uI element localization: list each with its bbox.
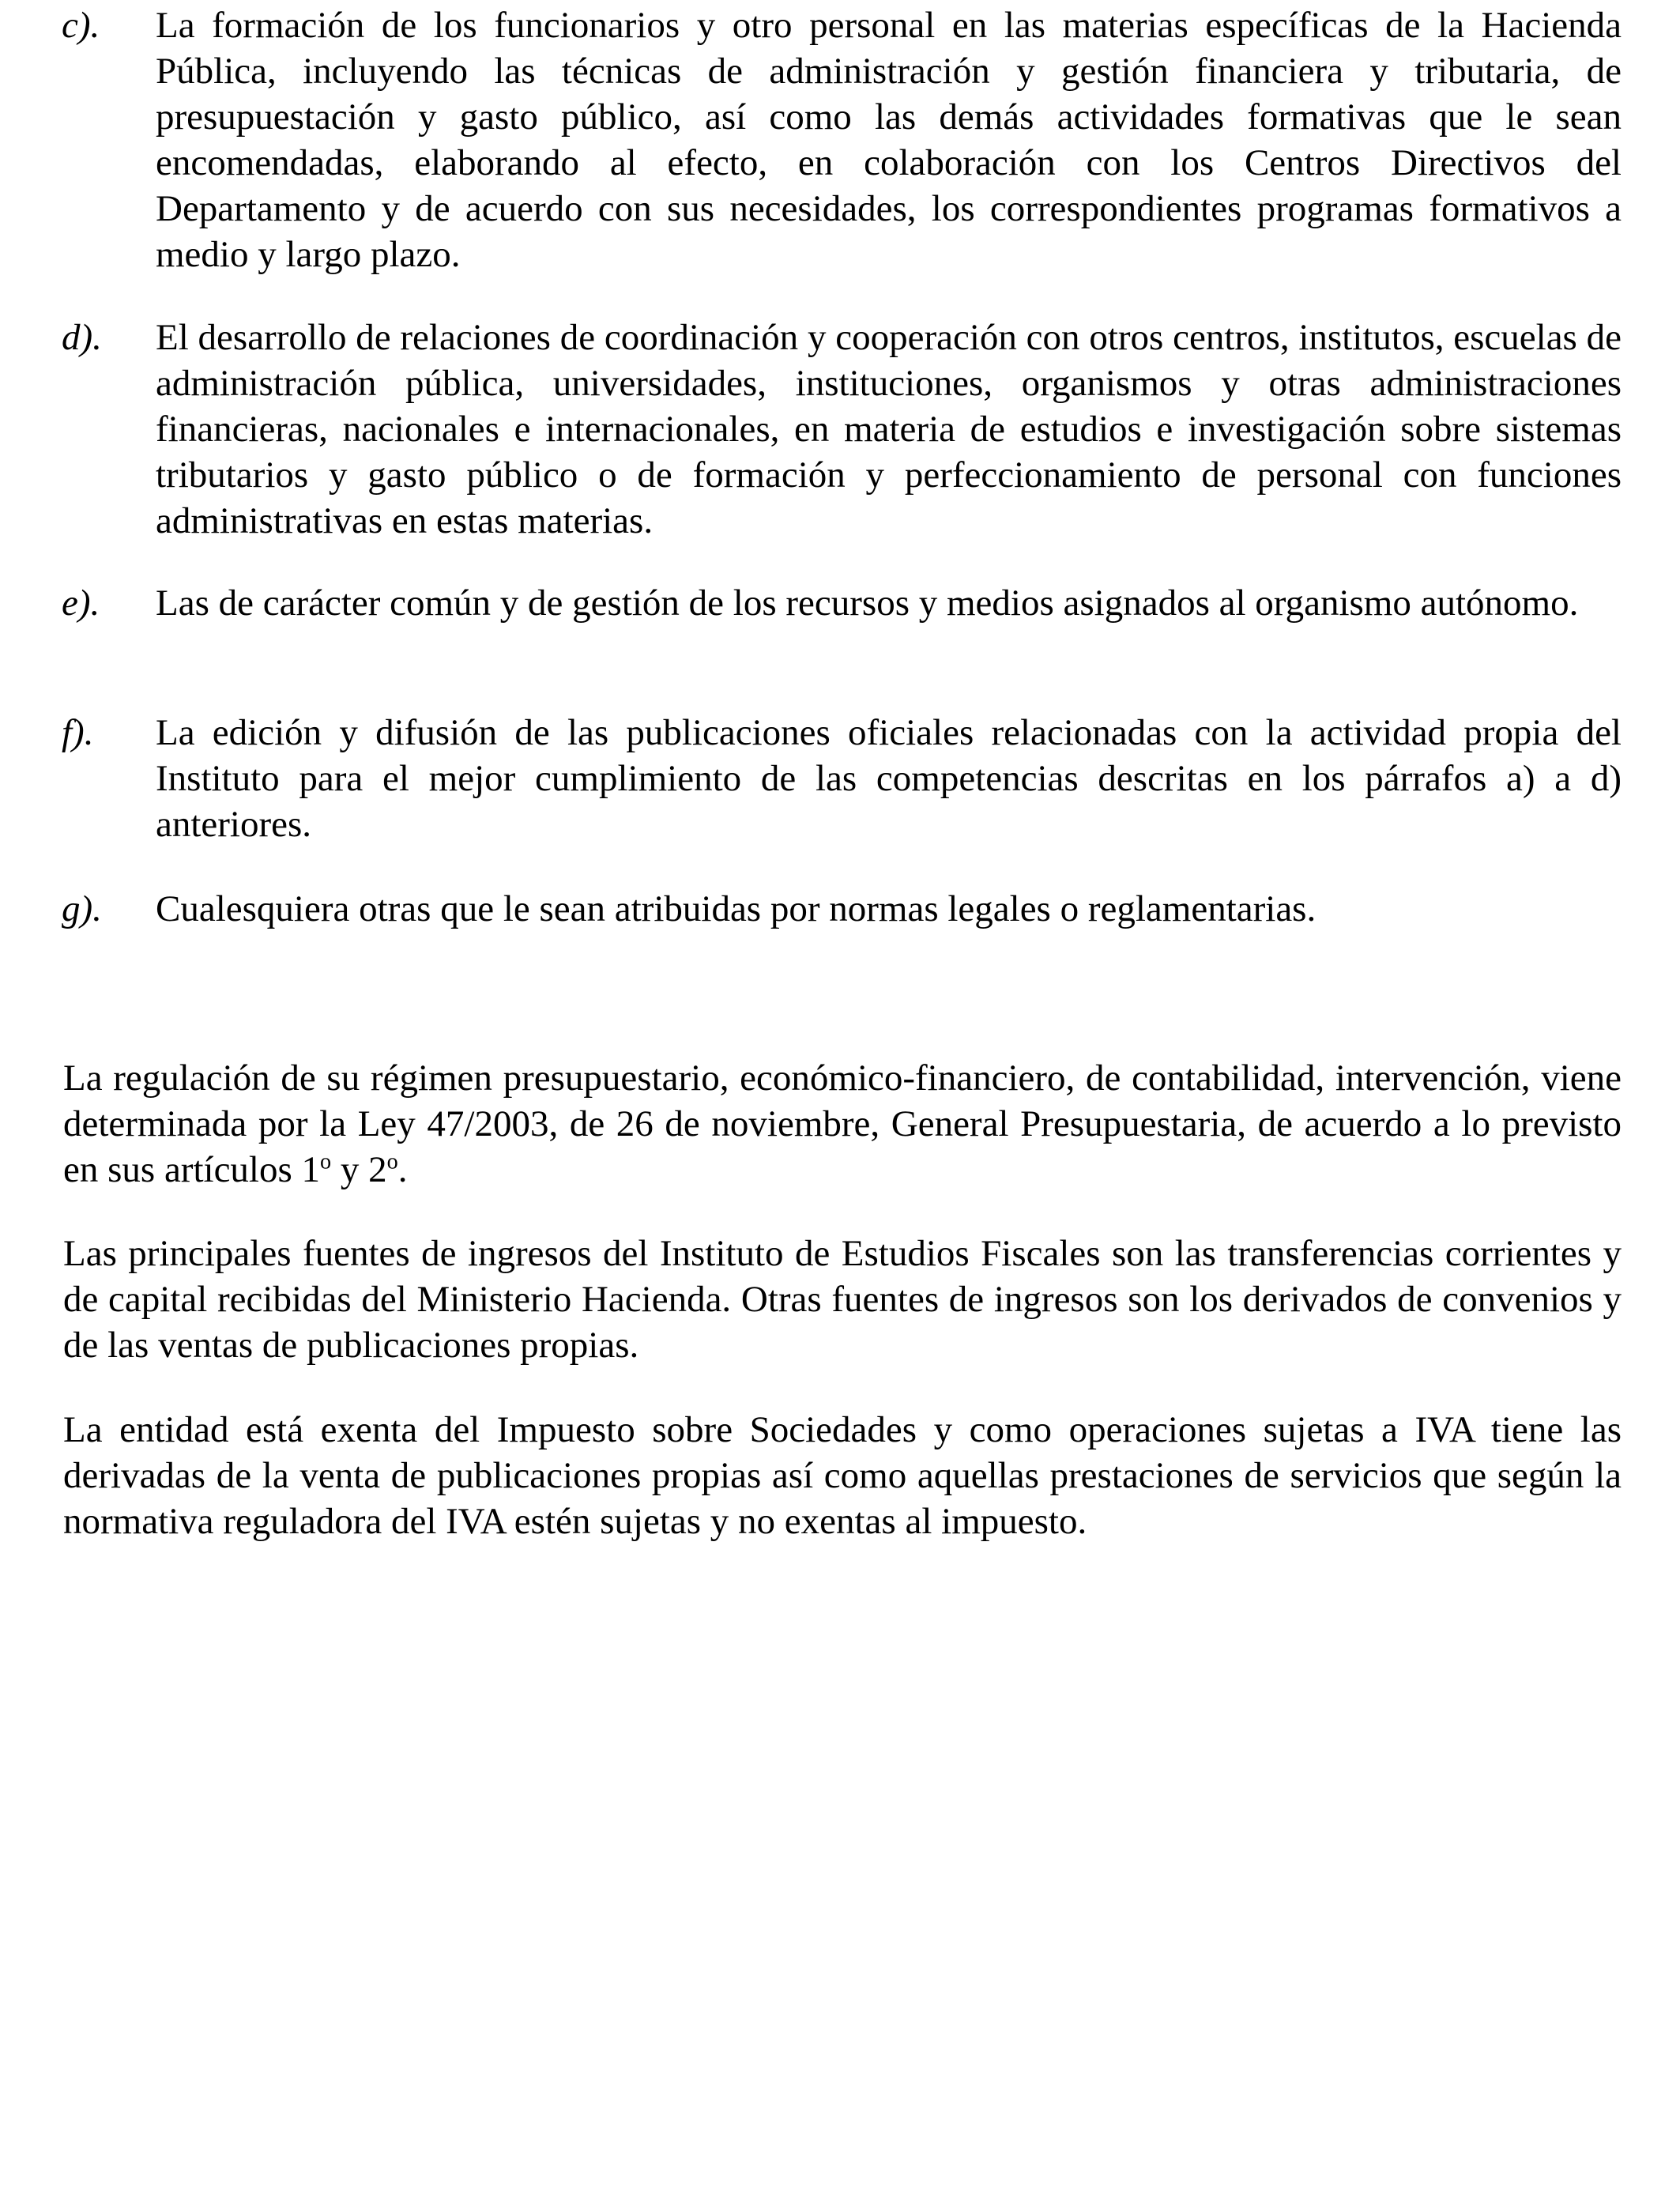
regulation-text-end: . <box>397 1149 408 1190</box>
list-item-text: Las de carácter común y de gestión de los recursos y medios asignados al organismo autónomo. <box>156 582 1579 624</box>
tax-status-paragraph: La entidad está exenta del Impuesto sobre Sociedades y como operaciones sujetas a IVA tiene las derivadas de la venta de publicaciones propias así como aquellas prestaciones de servicios que según la normativa reguladora del IVA estén sujetas y no exentas al impuesto. <box>63 1409 1622 1542</box>
income-sources-paragraph: Las principales fuentes de ingresos del Instituto de Estudios Fiscales son las transferencias corrientes y de capital recibidas del Ministerio Hacienda. Otras fuentes de ingresos son los derivados de convenios y de las ventas de publicaciones propias. <box>63 1233 1622 1366</box>
list-item-label: c). <box>62 5 100 46</box>
regulation-text: La regulación de su régimen presupuestario, económico-financiero, de contabilidad, intervención, viene determinada por la Ley 47/2003, de 26 de noviembre, General Presupuestaria, de acuerdo a lo previsto en sus artículos 1 <box>63 1057 1622 1190</box>
list-item-text: El desarrollo de relaciones de coordinación y cooperación con otros centros, institutos, escuelas de administración pública, universidades, instituciones, organismos y otras administraciones financieras, nacionales e internacionales, en materia de estudios e investigación sobre sistemas tributarios y gasto público o de formación y perfeccionamiento de personal con funciones administrativas en estas materias. <box>156 317 1622 541</box>
regulation-text-middle: y 2 <box>331 1149 387 1190</box>
list-item-label: g). <box>62 888 102 929</box>
list-item-label: d). <box>62 317 102 358</box>
list-item-label: f). <box>62 712 94 753</box>
list-item-text: Cualesquiera otras que le sean atribuidas por normas legales o reglamentarias. <box>156 888 1317 929</box>
list-item-text: La edición y difusión de las publicaciones oficiales relacionadas con la actividad propia del Instituto para el mejor cumplimiento de las competencias descritas en los párrafos a) a d) anteriores. <box>156 712 1622 845</box>
ordinal-superscript: o <box>320 1149 332 1174</box>
regulation-paragraph <box>63 1055 1622 1193</box>
ordinal-superscript: o <box>386 1149 398 1174</box>
list-item-label: e). <box>62 582 100 624</box>
list-item-text: La formación de los funcionarios y otro personal en las materias específicas de la Hacienda Pública, incluyendo las técnicas de administración y gestión financiera y tributaria, de presupuestación y gasto público, así como las demás actividades formativas que le sean encomendadas, elaborando al efecto, en colaboración con los Centros Directivos del Departamento y de acuerdo con sus necesidades, los correspondientes programas formativos a medio y largo plazo. <box>156 5 1622 275</box>
